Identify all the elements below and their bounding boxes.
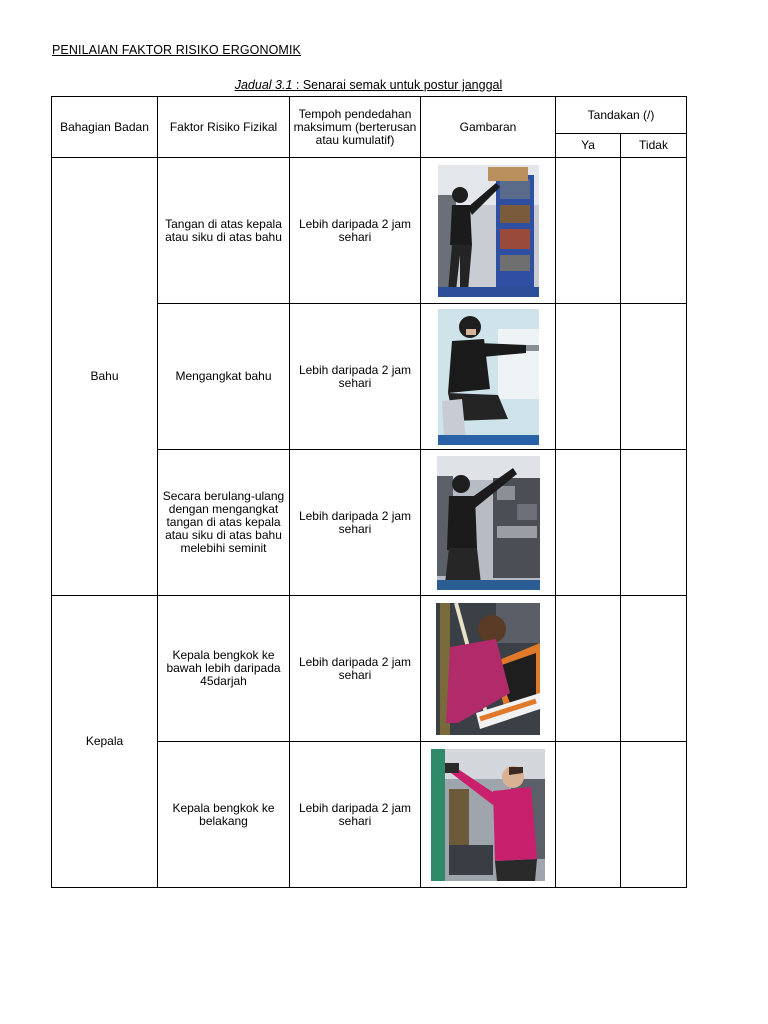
image-cell xyxy=(421,158,556,304)
table-caption xyxy=(51,78,686,92)
header-action: Tandakan (/) xyxy=(556,97,687,134)
table-caption-label: Jadual 3.1 xyxy=(234,78,293,92)
header-risk-factor: Faktor Risiko Fizikal xyxy=(158,97,290,158)
yes-checkbox-cell[interactable] xyxy=(556,742,621,888)
duration-cell: Lebih daripada 2 jam sehari xyxy=(290,742,421,888)
header-body-part: Bahagian Badan xyxy=(52,97,158,158)
no-checkbox-cell[interactable] xyxy=(621,158,687,304)
duration-cell: Lebih daripada 2 jam sehari xyxy=(290,304,421,450)
risk-factor-cell: Secara berulang-ulang dengan mengangkat tangan di atas kepala atau siku di atas bahu melebihi seminit xyxy=(158,450,290,596)
risk-factor-cell: Kepala bengkok ke belakang xyxy=(158,742,290,888)
image-cell xyxy=(421,742,556,888)
yes-checkbox-cell[interactable] xyxy=(556,158,621,304)
table-row xyxy=(52,596,687,742)
yes-checkbox-cell[interactable] xyxy=(556,304,621,450)
risk-factor-cell: Kepala bengkok ke bawah lebih daripada 45darjah xyxy=(158,596,290,742)
no-checkbox-cell[interactable] xyxy=(621,596,687,742)
image-cell xyxy=(421,596,556,742)
table-caption-separator: : xyxy=(292,78,303,92)
header-no: Tidak xyxy=(621,134,687,158)
worker-head-bent-down-image xyxy=(436,603,540,735)
no-checkbox-cell[interactable] xyxy=(621,742,687,888)
risk-factor-cell: Tangan di atas kepala atau siku di atas bahu xyxy=(158,158,290,304)
header-yes: Ya xyxy=(556,134,621,158)
duration-cell: Lebih daripada 2 jam sehari xyxy=(290,450,421,596)
table-row xyxy=(52,158,687,304)
worker-head-bent-back-image xyxy=(431,749,545,881)
worker-reaching-shelf-image xyxy=(438,165,539,297)
header-duration: Tempoh pendedahan maksimum (berterusan atau kumulatif) xyxy=(290,97,421,158)
yes-checkbox-cell[interactable] xyxy=(556,596,621,742)
no-checkbox-cell[interactable] xyxy=(621,450,687,596)
body-part-cell: Kepala xyxy=(52,596,158,888)
header-row xyxy=(52,97,687,134)
worker-raised-shoulders-image xyxy=(438,309,539,445)
checklist-table xyxy=(51,96,687,888)
worker-repetitive-overhead-image xyxy=(437,456,540,590)
body-part-cell: Bahu xyxy=(52,158,158,596)
header-image: Gambaran xyxy=(421,97,556,158)
table-caption-text: Senarai semak untuk postur janggal xyxy=(302,78,503,92)
no-checkbox-cell[interactable] xyxy=(621,304,687,450)
duration-cell: Lebih daripada 2 jam sehari xyxy=(290,596,421,742)
document-heading: PENILAIAN FAKTOR RISIKO ERGONOMIK xyxy=(52,43,301,57)
risk-factor-cell: Mengangkat bahu xyxy=(158,304,290,450)
yes-checkbox-cell[interactable] xyxy=(556,450,621,596)
image-cell xyxy=(421,304,556,450)
image-cell xyxy=(421,450,556,596)
duration-cell: Lebih daripada 2 jam sehari xyxy=(290,158,421,304)
